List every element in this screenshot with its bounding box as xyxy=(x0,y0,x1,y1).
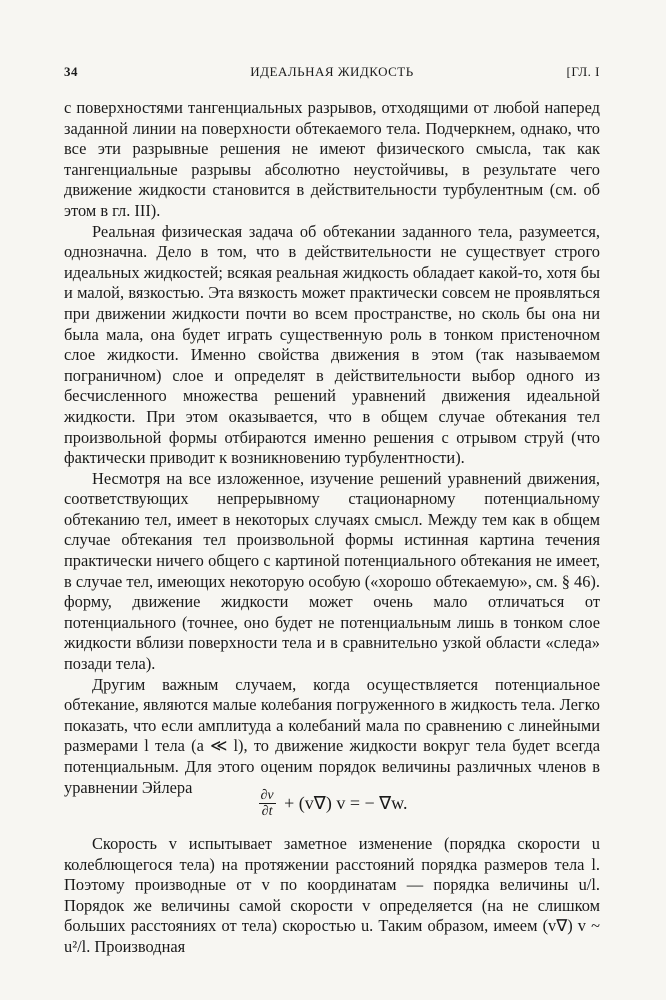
paragraph-continued: с поверхностями тангенциальных разрывов, отходящими от любой наперед заданной линии на поверхности обтекаемого тела. Подчеркнем, однако, что все эти разрывные решения не имеют физического смысла, так как тангенциальные разрывы абсолютно неустойчивы, в результате чего движение жидкости становится в действительности турбулентным (см. об этом в гл. III). xyxy=(64,98,600,220)
euler-equation xyxy=(0,788,666,828)
running-header xyxy=(64,64,600,84)
paragraph: Скорость v испытывает заметное изменение (порядка скорости u колеблющегося тела) на протяжении расстояний порядка размеров тела l. Поэтому производные от v по координатам — порядка величины u/l. Порядок же величины самой скорости v определяется (на не слишком больших расстояниях от тела) скоростью u. Таким образом, имеем (v∇) v ~ u²/l. Производная xyxy=(64,834,600,956)
body-text-continued xyxy=(64,834,600,958)
fraction-denominator: ∂t xyxy=(261,804,273,819)
partial-derivative-fraction xyxy=(259,788,276,819)
body-text xyxy=(64,98,600,798)
running-title: ИДЕАЛЬНАЯ ЖИДКОСТЬ xyxy=(250,64,414,79)
page-number: 34 xyxy=(64,64,78,79)
fraction-numerator: ∂v xyxy=(260,788,274,803)
paragraph: Реальная физическая задача об обтекании заданного тела, разумеется, однозначна. Дело в том, что в действительности не существует строго идеальных жидкостей; всякая реальная жидкость обладает какой-то, хотя бы и малой, вязкостью. Эта вязкость может практически совсем не проявляться при движении жидкости почти во всем пространстве, но сколь бы она ни была мала, она будет играть существенную роль в тонком пристеночном слое жидкости. Именно свойства движения в этом (так называемом пограничном) слое и определят в действительности выбор одного из бесчисленного множества решений уравнений движения идеальной жидкости. При этом оказывается, что в общем случае обтекания тел произвольной формы отбираются именно решения с отрывом струй (что фактически приводит к возникновению турбулентности). xyxy=(64,221,600,468)
paragraph: Другим важным случаем, когда осуществляется потенциальное обтекание, являются малые колебания погруженного в жидкость тела. Легко показать, что если амплитуда a колебаний мала по сравнению с линейными размерами l тела (a ≪ l), то движение жидкости вокруг тела будет всегда потенциальным. Для этого оценим порядок величины различных членов в уравнении Эйлера xyxy=(64,674,600,797)
paragraph: Несмотря на все изложенное, изучение решений уравнений движения, соответствующих непрерывному стационарному потенциальному обтеканию тел, имеет в некоторых случаях смысл. Между тем как в общем случае обтекания тел произвольной формы истинная картина течения практически ничего общего с картиной потенциального обтекания не имеет, в случае тел, имеющих некоторую особую («хорошо обтекаемую», см. § 46). форму, движение жидкости может очень мало отличаться от потенциального (точнее, оно будет не потенциальным лишь в тонком слое жидкости вблизи поверхности тела и в сравнительно узкой области «следа» позади тела). xyxy=(64,468,600,674)
chapter-marker: [ГЛ. I xyxy=(566,64,600,79)
equation-rest: + (v∇) v = − ∇w. xyxy=(284,793,408,813)
